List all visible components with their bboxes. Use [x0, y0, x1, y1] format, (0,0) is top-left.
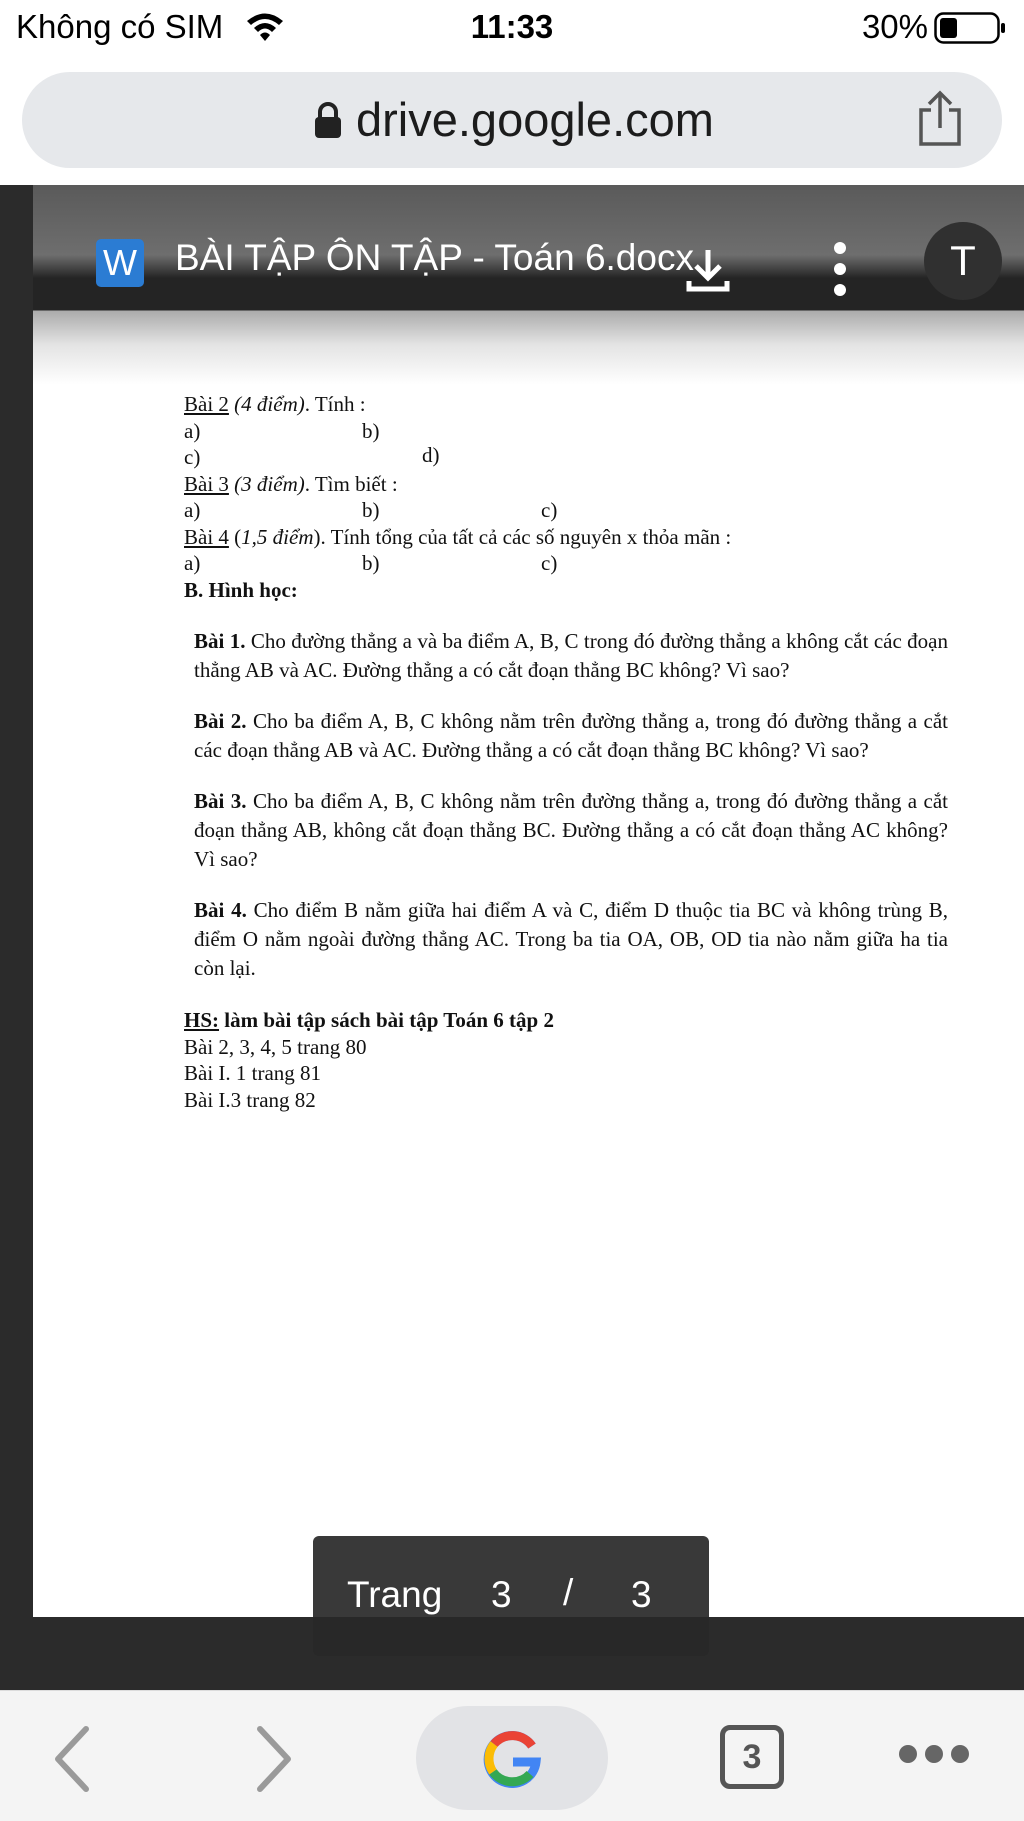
page-indicator	[313, 1536, 709, 1656]
share-icon[interactable]	[916, 90, 964, 148]
carrier-label: Không có SIM	[16, 8, 224, 45]
lock-icon	[312, 100, 344, 140]
hs-label: HS:	[184, 1008, 220, 1032]
more-vertical-icon[interactable]	[833, 241, 847, 297]
viewer-header	[33, 185, 1024, 385]
answer-b: b)	[362, 551, 380, 575]
points-label: (4 điểm)	[234, 392, 305, 416]
page-current: 3	[491, 1574, 512, 1615]
answer-b: b)	[362, 498, 380, 522]
hs-text: làm bài tập sách bài tập Toán 6 tập 2	[219, 1008, 554, 1032]
points-label: (3 điểm)	[234, 471, 305, 496]
answer-b: b)	[362, 418, 380, 443]
exercise-label: Bài 4	[184, 524, 229, 549]
page-total: 3	[631, 1574, 652, 1615]
answer-row	[184, 418, 954, 445]
heading-text: . Tìm biết :	[304, 471, 398, 496]
exercise-label: Bài 4.	[194, 898, 247, 922]
homework-heading	[184, 1007, 954, 1034]
answer-c: c)	[541, 498, 558, 522]
chevron-right-icon[interactable]	[252, 1725, 296, 1793]
exercise-2-heading	[184, 391, 954, 418]
answer-row	[184, 550, 954, 577]
address-bar[interactable]	[22, 72, 1002, 168]
answer-row	[184, 497, 954, 524]
tabs-button[interactable]: 3	[720, 1725, 784, 1789]
section-heading	[184, 577, 954, 604]
avatar[interactable]: T	[924, 222, 1002, 300]
exercise-3-heading	[184, 471, 954, 498]
exercise-text: Cho điểm B nằm giữa hai điểm A và C, điểm D thuộc tia BC và không trùng B, điểm O nằm ngoài đường thẳng AC. Trong ba tia OA, OB, OD tia nào nằm giữa ha tia còn lại.	[194, 898, 948, 980]
browser-toolbar	[0, 1690, 1024, 1821]
document-viewer	[0, 185, 1024, 1690]
homework-block	[184, 1007, 954, 1113]
more-horizontal-icon[interactable]	[896, 1739, 972, 1769]
battery-icon	[934, 12, 1006, 44]
document-page	[33, 185, 1024, 1617]
battery-percentage: 30%	[861, 8, 928, 45]
status-bar	[0, 0, 1024, 58]
document-title: BÀI TẬP ÔN TẬP - Toán 6.docx	[175, 237, 694, 278]
heading-text: ). Tính tổng của tất cả các số nguyên x thỏa mãn :	[313, 524, 732, 549]
exercise-text: Cho ba điểm A, B, C không nằm trên đường thẳng a, trong đó đường thẳng a cắt các đoạn thẳng AB và AC. Đường thẳng a có cắt đoạn thẳng BC không? Vì sao?	[194, 709, 948, 762]
clock: 11:33	[470, 8, 554, 45]
geometry-exercise-4	[194, 896, 948, 983]
heading-text: . Tính :	[304, 392, 366, 416]
google-icon	[482, 1728, 542, 1788]
exercise-label: Bài 3.	[194, 789, 247, 813]
geometry-exercise-1	[194, 627, 948, 685]
exercise-label: Bài 2.	[194, 709, 247, 733]
answer-c: c)	[184, 445, 201, 469]
exercise-text: Cho đường thẳng a và ba điểm A, B, C trong đó đường thẳng a không cắt các đoạn thẳng AB và AC. Đường thẳng a có cắt đoạn thẳng BC không? Vì sao?	[194, 629, 949, 682]
exercise-text: Cho ba điểm A, B, C không nằm trên đường thẳng a, trong đó đường thẳng a cắt đoạn thẳng AB, không cắt đoạn thẳng BC. Đường thẳng a có cắt đoạn thẳng AC không? Vì sao?	[194, 789, 948, 871]
geometry-exercise-3	[194, 787, 948, 874]
exercise-label: Bài 3	[184, 471, 229, 496]
homework-line: Bài I. 1 trang 81	[184, 1061, 322, 1085]
download-icon[interactable]	[685, 247, 731, 293]
document-body	[184, 391, 954, 1113]
google-search-button[interactable]	[416, 1706, 608, 1810]
exercise-label: Bài 2	[184, 392, 229, 416]
answer-row	[184, 444, 954, 471]
paren: (	[234, 524, 242, 549]
exercise-label: Bài 1.	[194, 629, 246, 653]
page-separator: /	[563, 1572, 574, 1613]
points-label: 1,5 điểm	[241, 524, 314, 549]
answer-a: a)	[184, 418, 201, 443]
url-text[interactable]: drive.google.com	[356, 93, 714, 146]
answer-a: a)	[184, 498, 201, 522]
exercise-4-heading	[184, 524, 954, 551]
word-file-icon: W	[96, 239, 144, 287]
chevron-left-icon[interactable]	[50, 1725, 94, 1793]
answer-a: a)	[184, 551, 201, 575]
homework-line: Bài 2, 3, 4, 5 trang 80	[184, 1034, 367, 1059]
answer-d: d)	[422, 443, 440, 467]
page-label: Trang	[347, 1574, 443, 1615]
geometry-exercise-2	[194, 707, 948, 765]
answer-c: c)	[541, 551, 558, 575]
section-b-title: B. Hình học:	[184, 577, 298, 602]
homework-line: Bài I.3 trang 82	[184, 1087, 316, 1112]
